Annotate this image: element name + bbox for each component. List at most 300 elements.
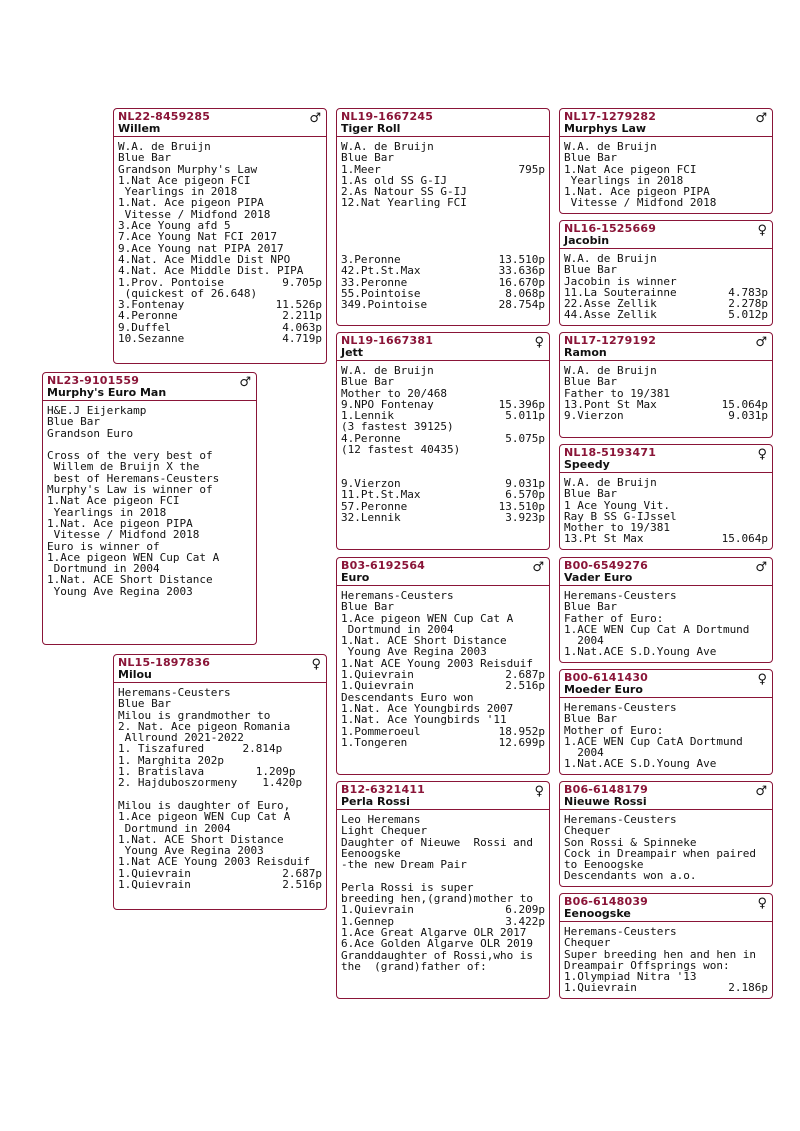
card-header: [114, 109, 326, 137]
ring-number: NL23-9101559: [47, 374, 140, 387]
line-text: 1.Quievrain: [341, 903, 414, 917]
line-text: Ray B SS G-IJssel: [564, 509, 677, 523]
result-value: 16.670p: [498, 275, 545, 289]
line-text: Cock in Dreampair when paired: [564, 846, 757, 860]
line-text: 1.Nat ACE Young 2003 Reisduif: [118, 855, 311, 869]
line-text: 2004: [564, 634, 604, 648]
ring-number: NL16-1525669: [564, 222, 657, 235]
card-header: [560, 445, 772, 473]
line-text: Mother to 20/468: [341, 386, 447, 400]
info-line: [564, 197, 768, 208]
line-text: Vitesse / Midfond 2018: [118, 207, 271, 221]
card-body: [560, 810, 772, 882]
line-text: the (grand)father of:: [341, 959, 487, 973]
pedigree-card-willem: [113, 108, 327, 364]
result-value: 4.719p: [282, 332, 322, 346]
line-text: 1. Bratislava: [118, 765, 205, 779]
pedigree-card-vader-euro: [559, 557, 773, 663]
line-text: Cross of the very best of: [47, 449, 213, 463]
line-text: Vitesse / Midfond 2018: [47, 528, 200, 542]
pedigree-card-murphys-euro-man: [42, 372, 257, 645]
line-text: 1.Nat Ace pigeon FCI: [564, 162, 697, 176]
line-text: 32.Lennik: [341, 510, 401, 524]
line-text: (12 fastest 40435): [341, 443, 461, 457]
card-body: [337, 137, 549, 310]
line-text: 9.Duffel: [118, 320, 171, 334]
result-value: 13.510p: [498, 252, 545, 266]
line-text: 1.Nat. Ace Youngbirds '11: [341, 713, 507, 727]
info-line: [341, 825, 545, 836]
line-text: 1.Lennik: [341, 409, 394, 423]
pigeon-name: Eenoogske: [564, 907, 631, 920]
card-header: [560, 894, 772, 922]
line-text: 1.Nat. ACE Short Distance: [118, 832, 284, 846]
line-text: Mother to 19/381: [564, 521, 670, 535]
info-line: [564, 376, 768, 387]
result-value: 3.923p: [505, 510, 545, 524]
line-text: Son Rossi & Spinneke: [564, 835, 697, 849]
ring-number: B06-6148039: [564, 895, 649, 908]
info-line: [341, 265, 545, 276]
line-text: 1.Nat Ace pigeon FCI: [47, 494, 180, 508]
info-line: [341, 859, 545, 870]
line-text: 6.Ace Golden Algarve OLR 2019: [341, 937, 534, 951]
result-value: 8.068p: [505, 286, 545, 300]
line-text: Daughter of Nieuwe Rossi and: [341, 835, 534, 849]
card-body: [560, 922, 772, 994]
line-text: 4.Peronne: [341, 431, 401, 445]
pigeon-name: Milou: [118, 668, 152, 681]
info-line: [341, 737, 545, 748]
line-text: Heremans-Ceusters: [564, 701, 677, 714]
line-text: 13.Pont St Max: [564, 397, 657, 411]
info-line: [564, 713, 768, 724]
female-symbol-icon: ♀: [534, 784, 544, 799]
info-line: [564, 982, 768, 993]
line-text: 1 Ace Young Vit.: [564, 498, 670, 512]
line-text: 2. Nat. Ace pigeon Romania: [118, 719, 291, 733]
line-text: Descendants won a.o.: [564, 869, 697, 883]
line-text: Heremans-Ceusters: [341, 589, 454, 602]
ring-number: NL22-8459285: [118, 110, 211, 123]
info-line: [341, 299, 545, 310]
pedigree-card-perla-rossi: [336, 781, 550, 999]
female-symbol-icon: ♀: [311, 657, 321, 672]
line-text: Yearlings in 2018: [564, 173, 684, 187]
female-symbol-icon: ♀: [757, 223, 767, 238]
line-text: Blue Bar: [118, 697, 171, 711]
info-line: [564, 410, 768, 421]
result-value: 28.754p: [498, 298, 545, 312]
line-text: Blue Bar: [341, 375, 394, 389]
info-line: [118, 777, 322, 788]
card-header: [43, 373, 256, 401]
line-text: (quickest of 26.648): [118, 286, 258, 300]
result-value: 2.516p: [505, 679, 545, 693]
line-text: 42.Pt.St.Max: [341, 264, 421, 278]
line-text: Milou is daughter of Euro,: [118, 798, 291, 812]
info-line: [341, 904, 545, 915]
line-text: Jacobin is winner: [564, 274, 677, 288]
line-text: Blue Bar: [341, 151, 394, 165]
info-line: [564, 825, 768, 836]
line-text: Grandson Murphy's Law: [118, 162, 258, 176]
info-line: [47, 529, 252, 540]
card-body: [560, 137, 772, 209]
info-line: [118, 698, 322, 709]
ring-number: NL15-1897836: [118, 656, 211, 669]
line-text: 3.Ace Young afd 5: [118, 219, 231, 233]
line-text: 11.La Souterainne: [564, 285, 677, 299]
line-text: 1.Gennep: [341, 914, 394, 928]
info-line: [564, 533, 768, 544]
line-text: Perla Rossi is super: [341, 880, 474, 894]
line-text: 1. Tiszafured: [118, 742, 205, 756]
line-text: Heremans-Ceusters: [564, 925, 677, 938]
ring-number: NL19-1667245: [341, 110, 434, 123]
line-text: 55.Pointoise: [341, 286, 421, 300]
result-value: 15.064p: [721, 532, 768, 546]
line-text: Leo Heremans: [341, 813, 421, 826]
line-text: Dortmund in 2004: [47, 562, 160, 576]
line-text: 10.Sezanne: [118, 332, 185, 346]
result-value: 2.186p: [728, 981, 768, 995]
line-text: 1.Nat. Ace pigeon PIPA: [47, 516, 193, 530]
line-text: 4.Peronne: [118, 309, 178, 323]
card-header: [337, 109, 549, 137]
result-value: 9.031p: [728, 409, 768, 423]
female-symbol-icon: ♀: [757, 672, 767, 687]
line-text: Super breeding hen and hen in: [564, 947, 757, 961]
card-body: [337, 361, 549, 523]
line-text: 2.As Natour SS G-IJ: [341, 185, 467, 199]
ring-number: NL17-1279282: [564, 110, 657, 123]
line-text: Allround 2021-2022: [118, 731, 244, 745]
line-text: 4.Nat. Ace Middle Dist. PIPA: [118, 264, 304, 278]
info-line: [341, 714, 545, 725]
line-text: Young Ave Regina 2003: [47, 584, 193, 598]
line-text: 1.Tongeren: [341, 735, 408, 749]
pedigree-card-speedy: [559, 444, 773, 550]
line-text: 1.Nat. ACE Short Distance: [47, 573, 213, 587]
info-line: [564, 264, 768, 275]
line-text: 1.Meer: [341, 162, 381, 176]
line-text: Heremans-Ceusters: [564, 589, 677, 602]
result-value: 2.211p: [282, 309, 322, 323]
line-text: breeding hen,(grand)mother to: [341, 892, 534, 906]
result-value: 9.705p: [282, 275, 322, 289]
line-text: 1.Quievrain: [564, 981, 637, 995]
line-text: 1.ACE WEN Cup Cat A Dortmund: [564, 622, 750, 636]
line-text: 1.Pommeroeul: [341, 724, 421, 738]
card-header: [560, 558, 772, 586]
line-text: 2004: [564, 746, 604, 760]
line-text: Light Chequer: [341, 824, 428, 838]
info-line: [564, 937, 768, 948]
line-text: Dortmund in 2004: [341, 622, 454, 636]
info-line: [118, 231, 322, 242]
result-value: 2.687p: [282, 866, 322, 880]
pedigree-card-nieuwe-rossi: [559, 781, 773, 887]
result-value: 18.952p: [498, 724, 545, 738]
pigeon-name: Murphy's Euro Man: [47, 386, 167, 399]
line-text: 1.Nat. Ace Youngbirds 2007: [341, 701, 514, 715]
male-symbol-icon: ♂: [532, 560, 544, 575]
pigeon-name: Nieuwe Rossi: [564, 795, 647, 808]
pedigree-card-tiger-roll: [336, 108, 550, 326]
line-text: 12.Nat Yearling FCI: [341, 196, 467, 210]
line-text: 1.Nat. Ace pigeon PIPA: [118, 196, 264, 210]
pedigree-card-moeder-euro: [559, 669, 773, 775]
pigeon-name: Moeder Euro: [564, 683, 643, 696]
info-line: [341, 512, 545, 523]
line-text: best of Heremans-Ceusters: [47, 471, 220, 485]
info-line: [564, 646, 768, 657]
info-line: [341, 209, 545, 220]
result-value: 11.526p: [275, 298, 322, 312]
line-text: 1.Prov. Pontoise: [118, 275, 224, 289]
info-line: [564, 309, 768, 320]
result-value: 6.209p: [505, 903, 545, 917]
line-text: 1.Nat. Ace pigeon PIPA: [564, 185, 710, 199]
line-text: 1.Ace pigeon WEN Cup Cat A: [118, 810, 291, 824]
ring-number: NL18-5193471: [564, 446, 657, 459]
line-text: Young Ave Regina 2003: [118, 844, 264, 858]
info-line: [341, 938, 545, 949]
info-line: [118, 152, 322, 163]
line-text: W.A. de Bruijn: [341, 140, 434, 153]
card-header: [337, 333, 549, 361]
pigeon-name: Jacobin: [564, 234, 610, 247]
card-body: [337, 586, 549, 748]
male-symbol-icon: ♂: [309, 111, 321, 126]
result-value: 12.699p: [498, 735, 545, 749]
card-body: [114, 137, 326, 344]
line-text: 1.Quievrain: [118, 878, 191, 892]
line-text: Dortmund in 2004: [118, 821, 231, 835]
card-body: [560, 361, 772, 421]
ring-number: B12-6321411: [341, 783, 426, 796]
line-text: W.A. de Bruijn: [118, 140, 211, 153]
result-value: 5.075p: [505, 431, 545, 445]
line-text: W.A. de Bruijn: [564, 140, 657, 153]
card-header: [560, 333, 772, 361]
info-line: [341, 680, 545, 691]
line-text: 3.Peronne: [341, 252, 401, 266]
result-value: 5.011p: [505, 409, 545, 423]
line-text: Blue Bar: [564, 712, 617, 726]
pedigree-card-ramon: [559, 332, 773, 438]
line-text: 1.Nat. ACE Short Distance: [341, 634, 507, 648]
card-body: [43, 401, 256, 597]
line-text: Chequer: [564, 936, 611, 950]
line-text: 1.Nat.ACE S.D.Young Ave: [564, 757, 717, 771]
result-value: 2.278p: [728, 297, 768, 311]
line-text: 1.Nat.ACE S.D.Young Ave: [564, 645, 717, 659]
male-symbol-icon: ♂: [755, 111, 767, 126]
line-text: 9.Vierzon: [564, 409, 624, 423]
card-body: [560, 698, 772, 770]
line-text: 1.Nat ACE Young 2003 Reisduif: [341, 656, 534, 670]
female-symbol-icon: ♀: [757, 447, 767, 462]
female-symbol-icon: ♀: [757, 896, 767, 911]
line-text: 1.Ace pigeon WEN Cup Cat A: [47, 550, 220, 564]
info-line: [341, 444, 545, 455]
line-text: 1.Quievrain: [341, 679, 414, 693]
line-text: Dreampair Offsprings won:: [564, 958, 730, 972]
card-header: [560, 670, 772, 698]
info-line: [47, 428, 252, 439]
line-text: Blue Bar: [118, 151, 171, 165]
info-line: [341, 376, 545, 387]
line-text: Blue Bar: [564, 263, 617, 277]
info-line: [47, 586, 252, 597]
line-text: 4.Nat. Ace Middle Dist NPO: [118, 252, 291, 266]
info-line: [341, 152, 545, 163]
info-line: [341, 489, 545, 500]
result-value: 15.064p: [721, 397, 768, 411]
line-text: 1.Olympiad Nitra '13: [564, 970, 697, 984]
male-symbol-icon: ♂: [755, 335, 767, 350]
line-text: 349.Pointoise: [341, 298, 428, 312]
line-text: Grandson Euro: [47, 426, 134, 440]
info-line: [564, 601, 768, 612]
info-line: [564, 152, 768, 163]
info-line: [118, 879, 322, 890]
line-text: 13.Pt St Max: [564, 532, 644, 546]
line-text: Young Ave Regina 2003: [341, 645, 487, 659]
female-symbol-icon: ♀: [534, 335, 544, 350]
info-line: [47, 416, 252, 427]
line-text: Blue Bar: [564, 375, 617, 389]
pigeon-name: Perla Rossi: [341, 795, 410, 808]
line-text: Father of Euro:: [564, 611, 664, 625]
result-value: 5.012p: [728, 308, 768, 322]
pedigree-card-eenoogske: [559, 893, 773, 999]
result-value: 2.516p: [282, 878, 322, 892]
line-text: 33.Peronne: [341, 275, 408, 289]
pedigree-card-murphys-law: [559, 108, 773, 214]
info-line: [341, 197, 545, 208]
line-text: Euro is winner of: [47, 539, 160, 553]
line-text: 9.NPO Fontenay: [341, 397, 434, 411]
result-value: 795p: [518, 162, 545, 176]
line-text: 1.As old SS G-IJ: [341, 173, 447, 187]
line-text: Eenoogske: [341, 846, 401, 860]
info-line: [341, 231, 545, 242]
info-line: [564, 870, 768, 881]
pigeon-name: Vader Euro: [564, 571, 633, 584]
info-line: [341, 961, 545, 972]
result-value: 13.510p: [498, 499, 545, 513]
line-text: W.A. de Bruijn: [564, 364, 657, 377]
card-body: [560, 586, 772, 658]
result-value: 33.636p: [498, 264, 545, 278]
pedigree-card-euro: [336, 557, 550, 775]
info-line: [341, 455, 545, 466]
result-value: 1.420p: [262, 776, 322, 790]
result-value: 4.783p: [728, 285, 768, 299]
line-text: Willem de Bruijn X the: [47, 460, 200, 474]
ring-number: B06-6148179: [564, 783, 649, 796]
line-text: 1.Ace Great Algarve OLR 2017: [341, 925, 527, 939]
line-text: Vitesse / Midfond 2018: [564, 196, 717, 210]
line-text: Blue Bar: [341, 600, 394, 614]
result-value: 3.422p: [505, 914, 545, 928]
result-value: 6.570p: [505, 488, 545, 502]
result-value: 2.687p: [505, 668, 545, 682]
card-body: [560, 249, 772, 321]
pigeon-name: Murphys Law: [564, 122, 647, 135]
line-text: 2. Hajduboszormeny: [118, 776, 238, 790]
line-text: W.A. de Bruijn: [341, 364, 434, 377]
line-text: Mother of Euro:: [564, 723, 664, 737]
info-line: [118, 333, 322, 344]
male-symbol-icon: ♂: [755, 560, 767, 575]
line-text: Blue Bar: [47, 415, 100, 429]
ring-number: NL17-1279192: [564, 334, 657, 347]
line-text: Blue Bar: [564, 487, 617, 501]
ring-number: B00-6141430: [564, 671, 649, 684]
info-line: [118, 265, 322, 276]
line-text: 1.Quievrain: [341, 668, 414, 682]
line-text: H&E.J Eijerkamp: [47, 404, 147, 417]
line-text: 22.Asse Zellik: [564, 297, 657, 311]
pigeon-name: Ramon: [564, 346, 607, 359]
line-text: 57.Peronne: [341, 499, 408, 513]
line-text: 9.Ace Young nat PIPA 2017: [118, 241, 284, 255]
info-line: [47, 495, 252, 506]
male-symbol-icon: ♂: [239, 375, 251, 390]
ring-number: NL19-1667381: [341, 334, 434, 347]
pigeon-name: Euro: [341, 571, 370, 584]
line-text: Chequer: [564, 824, 611, 838]
line-text: 1.Nat Ace pigeon FCI: [118, 173, 251, 187]
line-text: 9.Vierzon: [341, 476, 401, 490]
line-text: Descendants Euro won: [341, 690, 474, 704]
card-body: [114, 683, 326, 890]
card-body: [337, 810, 549, 972]
info-line: [118, 811, 322, 822]
line-text: Blue Bar: [564, 600, 617, 614]
info-line: [564, 758, 768, 769]
line-text: Yearlings in 2018: [47, 505, 167, 519]
line-text: 7.Ace Young Nat FCI 2017: [118, 230, 277, 244]
pigeon-name: Speedy: [564, 458, 610, 471]
line-text: Milou is grandmother to: [118, 708, 271, 722]
line-text: Heremans-Ceusters: [564, 813, 677, 826]
card-header: [560, 221, 772, 249]
pigeon-name: Willem: [118, 122, 161, 135]
pigeon-name: Tiger Roll: [341, 122, 401, 135]
line-text: Heremans-Ceusters: [118, 686, 231, 699]
line-text: Blue Bar: [564, 151, 617, 165]
info-line: [341, 220, 545, 231]
line-text: W.A. de Bruijn: [564, 476, 657, 489]
line-text: 1. Marghita 202p: [118, 753, 224, 767]
result-value: 2.814p: [242, 742, 322, 756]
pedigree-card-jett: [336, 332, 550, 550]
male-symbol-icon: ♂: [755, 784, 767, 799]
line-text: 44.Asse Zellik: [564, 308, 657, 322]
pedigree-card-milou: [113, 654, 327, 910]
line-text: Yearlings in 2018: [118, 185, 238, 199]
ring-number: B03-6192564: [341, 559, 426, 572]
line-text: 3.Fontenay: [118, 298, 185, 312]
card-header: [337, 782, 549, 810]
line-text: 1.ACE WEN Cup CatA Dortmund: [564, 734, 743, 748]
card-body: [560, 473, 772, 545]
